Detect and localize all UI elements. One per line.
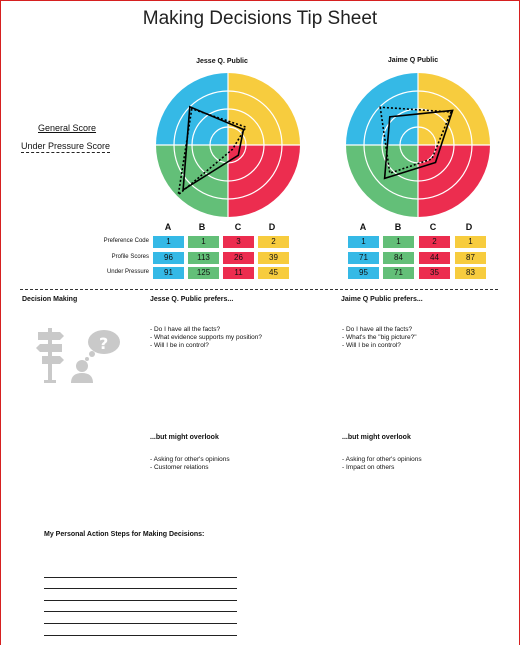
- jesse-pressure-b: 125: [188, 267, 219, 279]
- jesse-pressure-d: 45: [258, 267, 289, 279]
- radar-chart-jaime: [345, 72, 491, 218]
- action-steps-heading: My Personal Action Steps for Making Decisions:: [44, 531, 205, 538]
- jesse-profile-a: 96: [153, 252, 184, 264]
- writing-line[interactable]: [44, 612, 237, 624]
- list-item: - Do I have all the facts?: [342, 326, 413, 333]
- jaime-pressure-b: 71: [383, 267, 414, 279]
- jesse-pressure-a: 91: [153, 267, 184, 279]
- row-label-preference-code: Preference Code: [103, 238, 149, 244]
- radar-chart-jesse: [155, 72, 301, 218]
- jesse-overlook-list: [150, 456, 230, 472]
- row-label-under-pressure: Under Pressure: [106, 269, 149, 275]
- writing-line[interactable]: [44, 624, 237, 636]
- list-item: - Will I be in control?: [150, 342, 209, 349]
- jaime-profile-c: 44: [419, 252, 450, 264]
- jaime-profile-a: 71: [348, 252, 379, 264]
- list-item: - Asking for other's opinions: [342, 456, 422, 463]
- list-item: - Will I be in control?: [342, 342, 401, 349]
- jesse-pref-c: 3: [223, 236, 254, 248]
- jesse-profile-b: 113: [188, 252, 219, 264]
- jaime-pressure-a: 95: [348, 267, 379, 279]
- row-label-profile-scores: Profile Scores: [111, 254, 149, 260]
- jaime-prefers-heading: Jaime Q Public prefers...: [341, 296, 423, 303]
- jaime-profile-b: 84: [383, 252, 414, 264]
- signpost-icon: [34, 326, 68, 384]
- jaime-pressure-c: 35: [419, 267, 450, 279]
- legend-under-pressure-score: Under Pressure Score: [21, 141, 111, 151]
- quadrant-b: [156, 145, 228, 217]
- jesse-overlook-heading: ...but might overlook: [150, 434, 219, 441]
- jesse-profile-d: 39: [258, 252, 289, 264]
- list-item: - What evidence supports my position?: [150, 334, 262, 341]
- col-b: B: [198, 222, 206, 232]
- jaime-pressure-d: 83: [455, 267, 486, 279]
- page-title: Making Decisions Tip Sheet: [142, 8, 378, 29]
- person-name-1: Jesse Q. Public: [196, 58, 248, 65]
- list-item: - Asking for other's opinions: [150, 456, 230, 463]
- jesse-profile-c: 26: [223, 252, 254, 264]
- jesse-pressure-c: 11: [223, 267, 254, 279]
- jesse-pref-b: 1: [188, 236, 219, 248]
- legend-general-score: General Score: [38, 123, 97, 133]
- jesse-prefers-list: [150, 326, 262, 350]
- writing-line[interactable]: [44, 578, 237, 590]
- person-name-2: Jaime Q Public: [387, 57, 439, 64]
- jesse-pref-a: 1: [153, 236, 184, 248]
- jaime-overlook-heading: ...but might overlook: [342, 434, 411, 441]
- jaime-overlook-list: [342, 456, 422, 472]
- thinking-person-icon: [68, 326, 128, 384]
- jaime-pref-a: 1: [348, 236, 379, 248]
- quadrant-d: [418, 73, 490, 145]
- col-c: C: [429, 222, 437, 232]
- decision-making-heading: Decision Making: [22, 296, 78, 303]
- jaime-pref-b: 1: [383, 236, 414, 248]
- list-item: - Customer relations: [150, 464, 209, 471]
- list-item: - Impact on others: [342, 464, 395, 471]
- svg-text:?: ?: [99, 334, 109, 353]
- jaime-profile-d: 87: [455, 252, 486, 264]
- action-steps-lines: [44, 566, 237, 636]
- writing-line[interactable]: [44, 589, 237, 601]
- col-a: A: [164, 222, 172, 232]
- section-divider: [20, 289, 498, 290]
- quadrant-c: [418, 145, 490, 217]
- jaime-pref-c: 2: [419, 236, 450, 248]
- jesse-pref-d: 2: [258, 236, 289, 248]
- jesse-prefers-heading: Jesse Q. Public prefers...: [150, 296, 234, 303]
- jaime-prefers-list: [342, 326, 417, 350]
- jaime-pref-d: 1: [455, 236, 486, 248]
- quadrant-b: [346, 145, 418, 217]
- col-a: A: [359, 222, 367, 232]
- quadrant-d: [228, 73, 300, 145]
- col-b: B: [394, 222, 402, 232]
- col-d: D: [465, 222, 473, 232]
- list-item: - Do I have all the facts?: [150, 326, 221, 333]
- col-c: C: [234, 222, 242, 232]
- list-item: - What's the "big picture?": [342, 334, 417, 341]
- writing-line[interactable]: [44, 601, 237, 613]
- writing-line[interactable]: [44, 566, 237, 578]
- col-d: D: [268, 222, 276, 232]
